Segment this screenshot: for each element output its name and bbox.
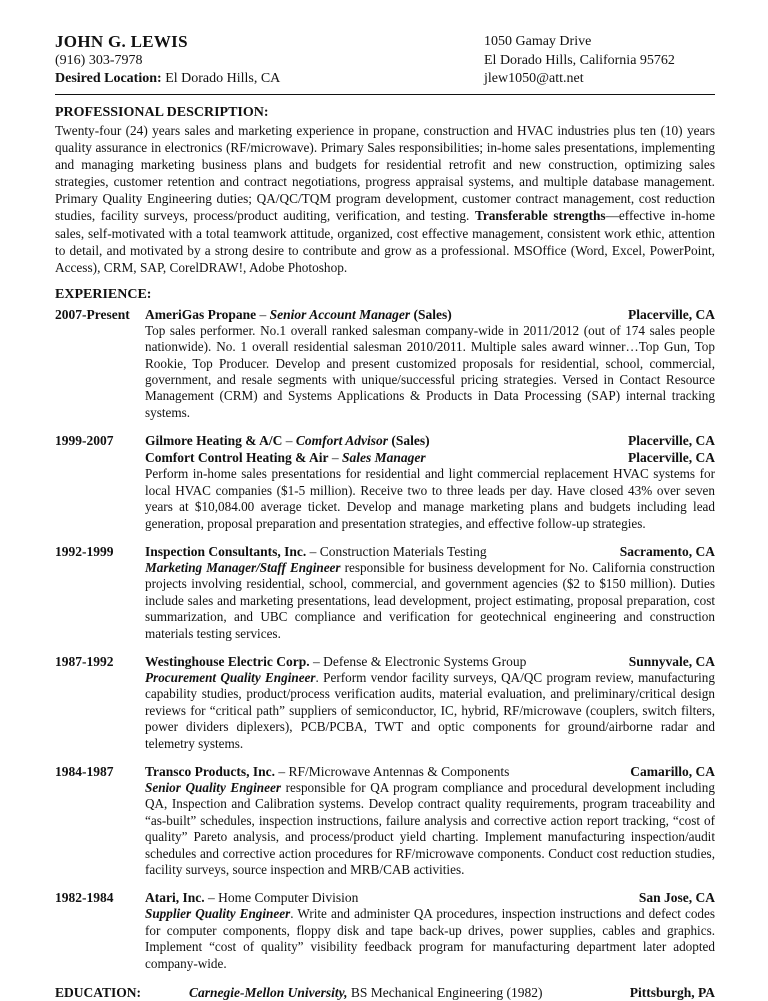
company-name: Inspection Consultants, Inc. [145,543,307,559]
job-employer [145,653,526,670]
job-entry [55,432,715,532]
email-address: jlew1050@att.net [484,71,584,86]
job-location: Sacramento, CA [619,543,715,559]
job-body [145,543,715,642]
job-description-text: Perform in-home sales presentations for residential and light commercial replacement HVAC systems for local HVAC companies ($1-5 million). Receive two to three leads per day. Have closed 43% over seven years at $10,084.00 average ticket. Develop and manage marketing plans and budgets including lead generation, proposal preparation and presentation strategies, and effective follow-up strategies. [145,466,715,531]
job-role: Senior Account Manager [269,306,411,322]
job-description-text: responsible for business development for No. California construction projects involving residential, school, commercial, and government agencies ($2 to $150 million). Duties include sales and marketing presentations, lead development, project estimating, proposal preparation, cost summarization, and UBC compliance and verification for geotechnical engineering and construction materials testing services. [145,559,716,641]
job-role: Comfort Advisor [295,433,389,449]
job-body [145,306,715,421]
job-description-text: . Write and administer QA procedures, inspection instructions and defect codes for computer components, floppy disk and tape back-up drives, power supplies, cables and graphics. Implement “cost of quality” visibility feedback program for manufacturing department later adopted company-wide. [145,906,715,971]
job-description [145,323,715,421]
job-detail: (Sales) [410,306,452,322]
heading-separator: – [309,653,324,669]
job-heading [145,449,715,466]
resume-page [55,32,715,1001]
job-heading [145,432,715,449]
heading-separator: – [275,763,289,779]
job-location: Sunnyvale, CA [628,653,715,669]
professional-summary [55,122,715,276]
job-detail: Defense & Electronic Systems Group [323,653,527,669]
header-divider [55,94,715,95]
job-dates: 1987-1992 [55,653,114,669]
company-name: Atari, Inc. [145,890,205,906]
job-dates: 1984-1987 [55,763,114,779]
address-line-2: El Dorado Hills, California 95762 [484,53,675,68]
address-line-1: 1050 Gamay Drive [484,34,592,49]
job-location: Camarillo, CA [630,763,715,779]
resume-header [55,32,715,92]
job-detail: Construction Materials Testing [319,543,487,559]
job-heading [145,763,715,780]
job-description [145,560,715,642]
summary-text: Twenty-four (24) years sales and marketing experience in propane, construction and HVAC industries plus ten (10) years quality assurance in electronics (RF/microwave). Primary Sales responsibilities; in-home sales presentations, implementing and managing marketing business plans and budgets for residential retrofit and new construction, optimizing sales strategies, customer retention and contract negotiations, progress appraisal systems, and multiple database management. Primary Quality Engineering duties; QA/QC/TQM program development, customer contract management, cost reduction studies, facility surveys, process/product auditing, verification, and testing. [55,123,715,224]
job-title-lead: Supplier Quality Engineer [145,906,291,922]
strengths-label: Transferable strengths [474,208,606,224]
job-dates: 1992-1999 [55,543,114,559]
desired-location-value: El Dorado Hills, CA [165,71,281,86]
contact-left [55,32,280,88]
job-description [145,906,715,972]
company-name: Westinghouse Electric Corp. [145,653,310,669]
job-dates: 1999-2007 [55,433,114,449]
job-heading [145,653,715,670]
job-description [145,780,715,878]
job-employer [145,889,358,906]
university-name: Carnegie-Mellon University, [189,985,348,1001]
job-title-lead: Marketing Manager/Staff Engineer [145,559,341,575]
job-description-text: . Perform vendor facility surveys, QA/QC program review, manufacturing capability studies, product/process verification audits, material evaluation, and preliminary/critical design reviews for “critical path” suppliers of semiconductor, IC, hybrid, RF/microwave (couplers, switch filters, power dividers diplexers), PCB/PCBA, TWT and optic components for ground/airborne radar and telemetry systems. [145,669,715,751]
company-name: AmeriGas Propane [145,306,257,322]
job-employer [145,543,487,560]
professional-section-title: PROFESSIONAL DESCRIPTION: [55,105,269,120]
education-label: EDUCATION: [55,985,142,1001]
job-employer [145,763,509,780]
job-description [145,466,715,532]
education-row [55,984,715,1001]
job-location: San Jose, CA [638,890,715,906]
experience-list [55,306,715,972]
job-dates: 1982-1984 [55,890,114,906]
heading-separator: – [204,890,219,906]
company-name: Comfort Control Heating & Air [145,450,329,466]
desired-location [55,70,280,88]
heading-separator: – [306,543,320,559]
job-entry [55,306,715,421]
heading-separator: – [328,450,342,466]
contact-right [484,32,675,88]
job-location: Placerville, CA [628,433,715,449]
job-detail: (Sales) [388,433,430,449]
job-body [145,889,715,972]
job-title-lead: Procurement Quality Engineer [145,669,316,685]
job-description-text: Top sales performer. No.1 overall ranked salesman company-wide in 2011/2012 (out of 174 sales people nationwide). No. 1 overall residential salesman 2010/2011. Multiple sales award winner…Top Gun, Top Rookie, Top Producer. Develop and present customized proposals for residential, school, commercial, government, and resale segments with unique/successful pricing strategies. Versed in Contact Resource Management (CRM) and Systems Applications & Products in Data Processing (SAP) internal tracking systems. [145,322,715,420]
job-description [145,670,715,752]
job-heading [145,543,715,560]
job-location: Placerville, CA [628,450,715,466]
heading-separator: – [282,433,296,449]
job-entry [55,889,715,972]
job-employer [145,306,452,323]
candidate-name: JOHN G. LEWIS [55,32,188,51]
education-location: Pittsburgh, PA [629,985,715,1001]
job-location: Placerville, CA [628,306,715,322]
job-detail: Home Computer Division [218,890,359,906]
job-heading [145,306,715,323]
company-name: Gilmore Heating & A/C [145,433,283,449]
job-detail: RF/Microwave Antennas & Components [288,763,510,779]
degree-text: BS Mechanical Engineering (1982) [347,985,543,1001]
job-entry [55,543,715,642]
job-body [145,432,715,532]
job-entry [55,763,715,878]
heading-separator: – [256,306,270,322]
job-body [145,763,715,878]
phone-number: (916) 303-7978 [55,53,143,68]
job-role: Sales Manager [341,450,426,466]
education-school [189,984,542,1001]
job-title-lead: Senior Quality Engineer [145,779,281,795]
job-employer [145,432,430,449]
company-name: Transco Products, Inc. [145,763,276,779]
experience-section-title: EXPERIENCE: [55,286,152,302]
job-entry [55,653,715,752]
job-heading [145,889,715,906]
job-description-text: responsible for QA program compliance and procedural development including QA, Inspection and Calibration systems. Develop contract quality requirements, program traceability and “as-built” schedules, inspection instructions, failure analysis and corrective action report tracking, “cost of quality” Pareto analysis, and process/product yield charting. Implement manufacturing inspection/audit schedules and corrective action procedures for RF/microwave components. Conduct cost reduction studies, facility surveys, source inspection and MRB/CAB activities. [145,779,715,877]
job-body [145,653,715,752]
desired-location-label: Desired Location: [55,71,162,86]
job-employer [145,449,426,466]
strengths-text: —effective in-home sales, self-motivated with a total teamwork attitude, organized, cost effective management, consistent work ethic, attention to detail, and motivated by a strong desire to contribute and grow as a professional. MSOffice (Word, Excel, PowerPoint, Access), CRM, SAP, CorelDRAW!, Adobe Photoshop. [55,208,716,275]
job-dates: 2007-Present [55,306,130,322]
